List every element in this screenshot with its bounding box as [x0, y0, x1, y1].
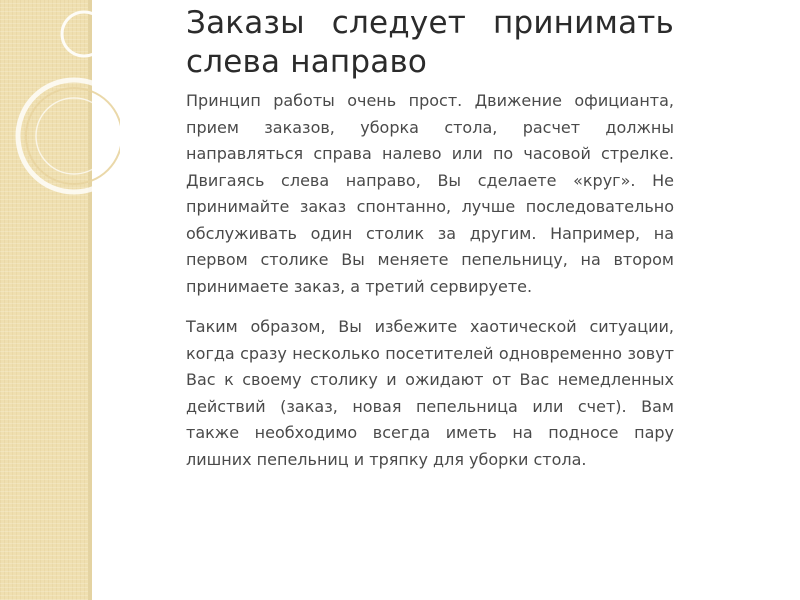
body-paragraph-1: Принцип работы очень прост. Движение официанта, прием заказов, уборка стола, расчет должны направляться справа налево или по часовой стрелке. Двигаясь слева направо, Вы сделаете «круг». Не принимайте заказ спонтанно, лучше последовательно обслуживать один столик за другим. Например, на первом столике Вы меняете пепельницу, на втором принимаете заказ, а третий сервируете.	[186, 91, 674, 296]
slide-content	[186, 0, 674, 473]
slide-title: Заказы следует принимать слева направо	[186, 5, 674, 81]
large-ring	[18, 80, 120, 192]
decorative-rings-icon	[0, 0, 120, 240]
body-paragraph-2: Таким образом, Вы избежите хаотической ситуации, когда сразу несколько посетителей одновременно зовут Вас к своему столику и ожидают от Вас немедленных действий (заказ, новая пепельница или счет). Вам также необходимо всегда иметь на подносе пару лишних пепельниц и тряпку для уборки стола.	[186, 317, 674, 469]
innermost-ring	[36, 98, 112, 174]
small-ring	[62, 12, 106, 56]
inner-ring	[26, 88, 120, 184]
